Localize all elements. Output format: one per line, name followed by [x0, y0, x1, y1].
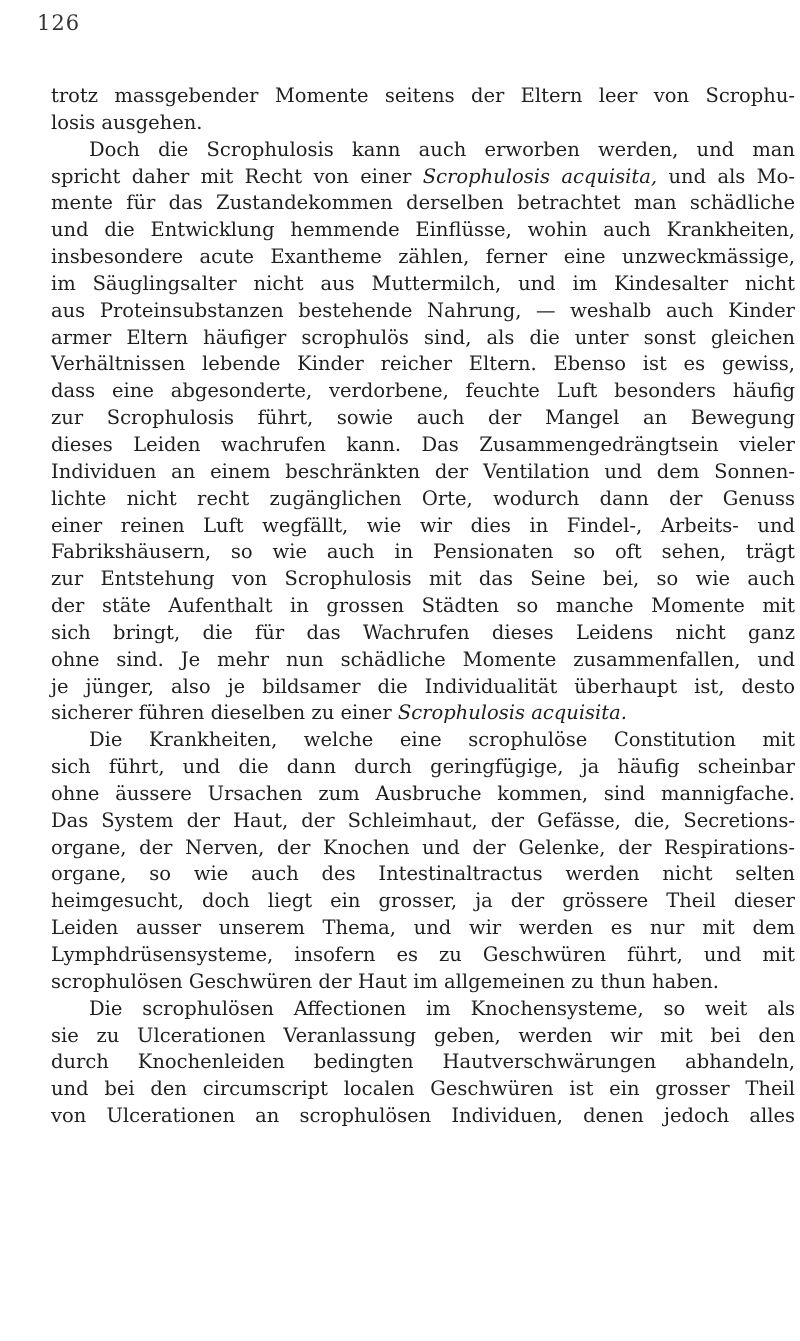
text-line [51, 271, 795, 298]
text-line [51, 727, 795, 754]
text-line [51, 539, 795, 566]
text-segment: insbesondere acute Exantheme zählen, ferner eine unzweckmässige, [51, 245, 795, 269]
text-segment: ohne sind. Je mehr nun schädliche Momente zusammenfallen, und [51, 647, 795, 671]
text-segment: und als Mo- [657, 164, 795, 188]
body-text [51, 83, 795, 1130]
text-segment: zur Scrophulosis führt, sowie auch der Mangel an Bewegung [51, 406, 795, 430]
text-line [51, 1049, 795, 1076]
paragraph [51, 996, 795, 1130]
text-line [51, 190, 795, 217]
text-segment: Die Krankheiten, welche eine scrophulöse Constitution mit [89, 728, 795, 752]
text-line [51, 781, 795, 808]
text-line [51, 137, 795, 164]
text-line [51, 566, 795, 593]
text-segment: ohne äussere Ursachen zum Ausbruche kommen, sind mannigfache. [51, 781, 795, 805]
text-line [51, 888, 795, 915]
text-segment: heimgesucht, doch liegt ein grosser, ja der grössere Theil dieser [51, 889, 795, 913]
text-segment: sich führt, und die dann durch geringfügige, ja häufig scheinbar [51, 755, 795, 779]
text-segment: spricht daher mit Recht von einer [51, 164, 423, 188]
text-segment: dieses Leiden wachrufen kann. Das Zusammengedrängtsein vieler [51, 432, 795, 456]
italic-term: Scrophulosis acquisita. [397, 701, 627, 725]
text-line [51, 110, 795, 137]
text-line [51, 405, 795, 432]
text-segment: sicherer führen dieselben zu einer [51, 701, 398, 725]
text-line [51, 1076, 795, 1103]
text-line [51, 620, 795, 647]
text-segment: Fabrikshäusern, so wie auch in Pensionaten so oft sehen, trägt [51, 540, 795, 564]
text-line [51, 244, 795, 271]
text-line [51, 861, 795, 888]
text-segment: von Ulcerationen an scrophulösen Individuen, denen jedoch alles [51, 1104, 795, 1128]
text-segment: aus Proteinsubstanzen bestehende Nahrung, — weshalb auch Kinder [51, 298, 795, 322]
text-segment: Individuen an einem beschränkten der Ventilation und dem Sonnen- [51, 459, 795, 483]
text-line [51, 996, 795, 1023]
text-segment: Lymphdrüsensysteme, insofern es zu Geschwüren führt, und mit [51, 943, 795, 966]
text-segment: zur Entstehung von Scrophulosis mit das Seine bei, so wie auch [51, 567, 795, 591]
text-line [51, 378, 795, 405]
text-segment: losis ausgehen. [51, 110, 203, 134]
text-segment: im Säuglingsalter nicht aus Muttermilch, und im Kindesalter nicht [51, 271, 795, 295]
text-segment: mente für das Zustandekommen derselben betrachtet man schädliche [51, 191, 795, 215]
text-line [51, 1023, 795, 1050]
text-line [51, 351, 795, 378]
text-line [51, 432, 795, 459]
text-segment: Verhältnissen lebende Kinder reicher Eltern. Ebenso ist es gewiss, [51, 352, 795, 376]
text-line [51, 647, 795, 674]
text-line [51, 325, 795, 352]
text-line [51, 754, 795, 781]
paragraph [51, 83, 795, 137]
text-line [51, 969, 795, 996]
text-segment: der stäte Aufenthalt in grossen Städten so manche Momente mit [51, 594, 795, 618]
text-line [51, 1103, 795, 1130]
text-segment: lichte nicht recht zugänglichen Orte, wodurch dann der Genuss [51, 486, 795, 510]
text-line [51, 164, 795, 191]
text-segment: und bei den circumscript localen Geschwüren ist ein grosser Theil [51, 1077, 795, 1101]
text-segment: und die Entwicklung hemmende Einflüsse, wohin auch Krankheiten, [51, 218, 795, 242]
text-line [51, 915, 795, 942]
text-line [51, 835, 795, 862]
text-segment: durch Knochenleiden bedingten Hautverschwärungen abhandeln, [51, 1050, 795, 1074]
text-line [51, 486, 795, 513]
paragraph [51, 137, 795, 728]
text-line [51, 513, 795, 540]
text-line [51, 298, 795, 325]
text-line [51, 674, 795, 701]
text-segment: trotz massgebender Momente seitens der Eltern leer von Scrophu- [51, 84, 795, 107]
text-line [51, 942, 795, 969]
text-segment: Die scrophulösen Affectionen im Knochensysteme, so weit als [89, 996, 795, 1020]
text-line [51, 700, 795, 727]
text-segment: dass eine abgesonderte, verdorbene, feuchte Luft besonders häufig [51, 379, 795, 403]
text-segment: organe, der Nerven, der Knochen und der Gelenke, der Respirations- [51, 835, 795, 859]
text-segment: sie zu Ulcerationen Veranlassung geben, werden wir mit bei den [51, 1023, 795, 1047]
text-line [51, 459, 795, 486]
text-segment: Doch die Scrophulosis kann auch erworben werden, und man [89, 137, 795, 161]
text-segment: einer reinen Luft wegfällt, wie wir dies in Findel-, Arbeits- und [51, 513, 795, 537]
text-line [51, 593, 795, 620]
page-number: 126 [37, 11, 81, 35]
text-segment: armer Eltern häufiger scrophulös sind, als die unter sonst gleichen [51, 325, 795, 349]
text-line [51, 83, 795, 110]
text-line [51, 808, 795, 835]
text-line [51, 217, 795, 244]
italic-term: Scrophulosis acquisita, [422, 164, 658, 188]
text-segment: Das System der Haut, der Schleimhaut, der Gefässe, die, Secretions- [51, 808, 795, 832]
text-segment: sich bringt, die für das Wachrufen dieses Leidens nicht ganz [51, 620, 795, 644]
paragraph [51, 727, 795, 995]
text-segment: Leiden ausser unserem Thema, und wir werden es nur mit dem [51, 916, 795, 940]
text-segment: scrophulösen Geschwüren der Haut im allgemeinen zu thun haben. [51, 969, 719, 993]
text-segment: je jünger, also je bildsamer die Individualität überhaupt ist, desto [51, 674, 795, 698]
text-segment: organe, so wie auch des Intestinaltractus werden nicht selten [51, 862, 795, 886]
